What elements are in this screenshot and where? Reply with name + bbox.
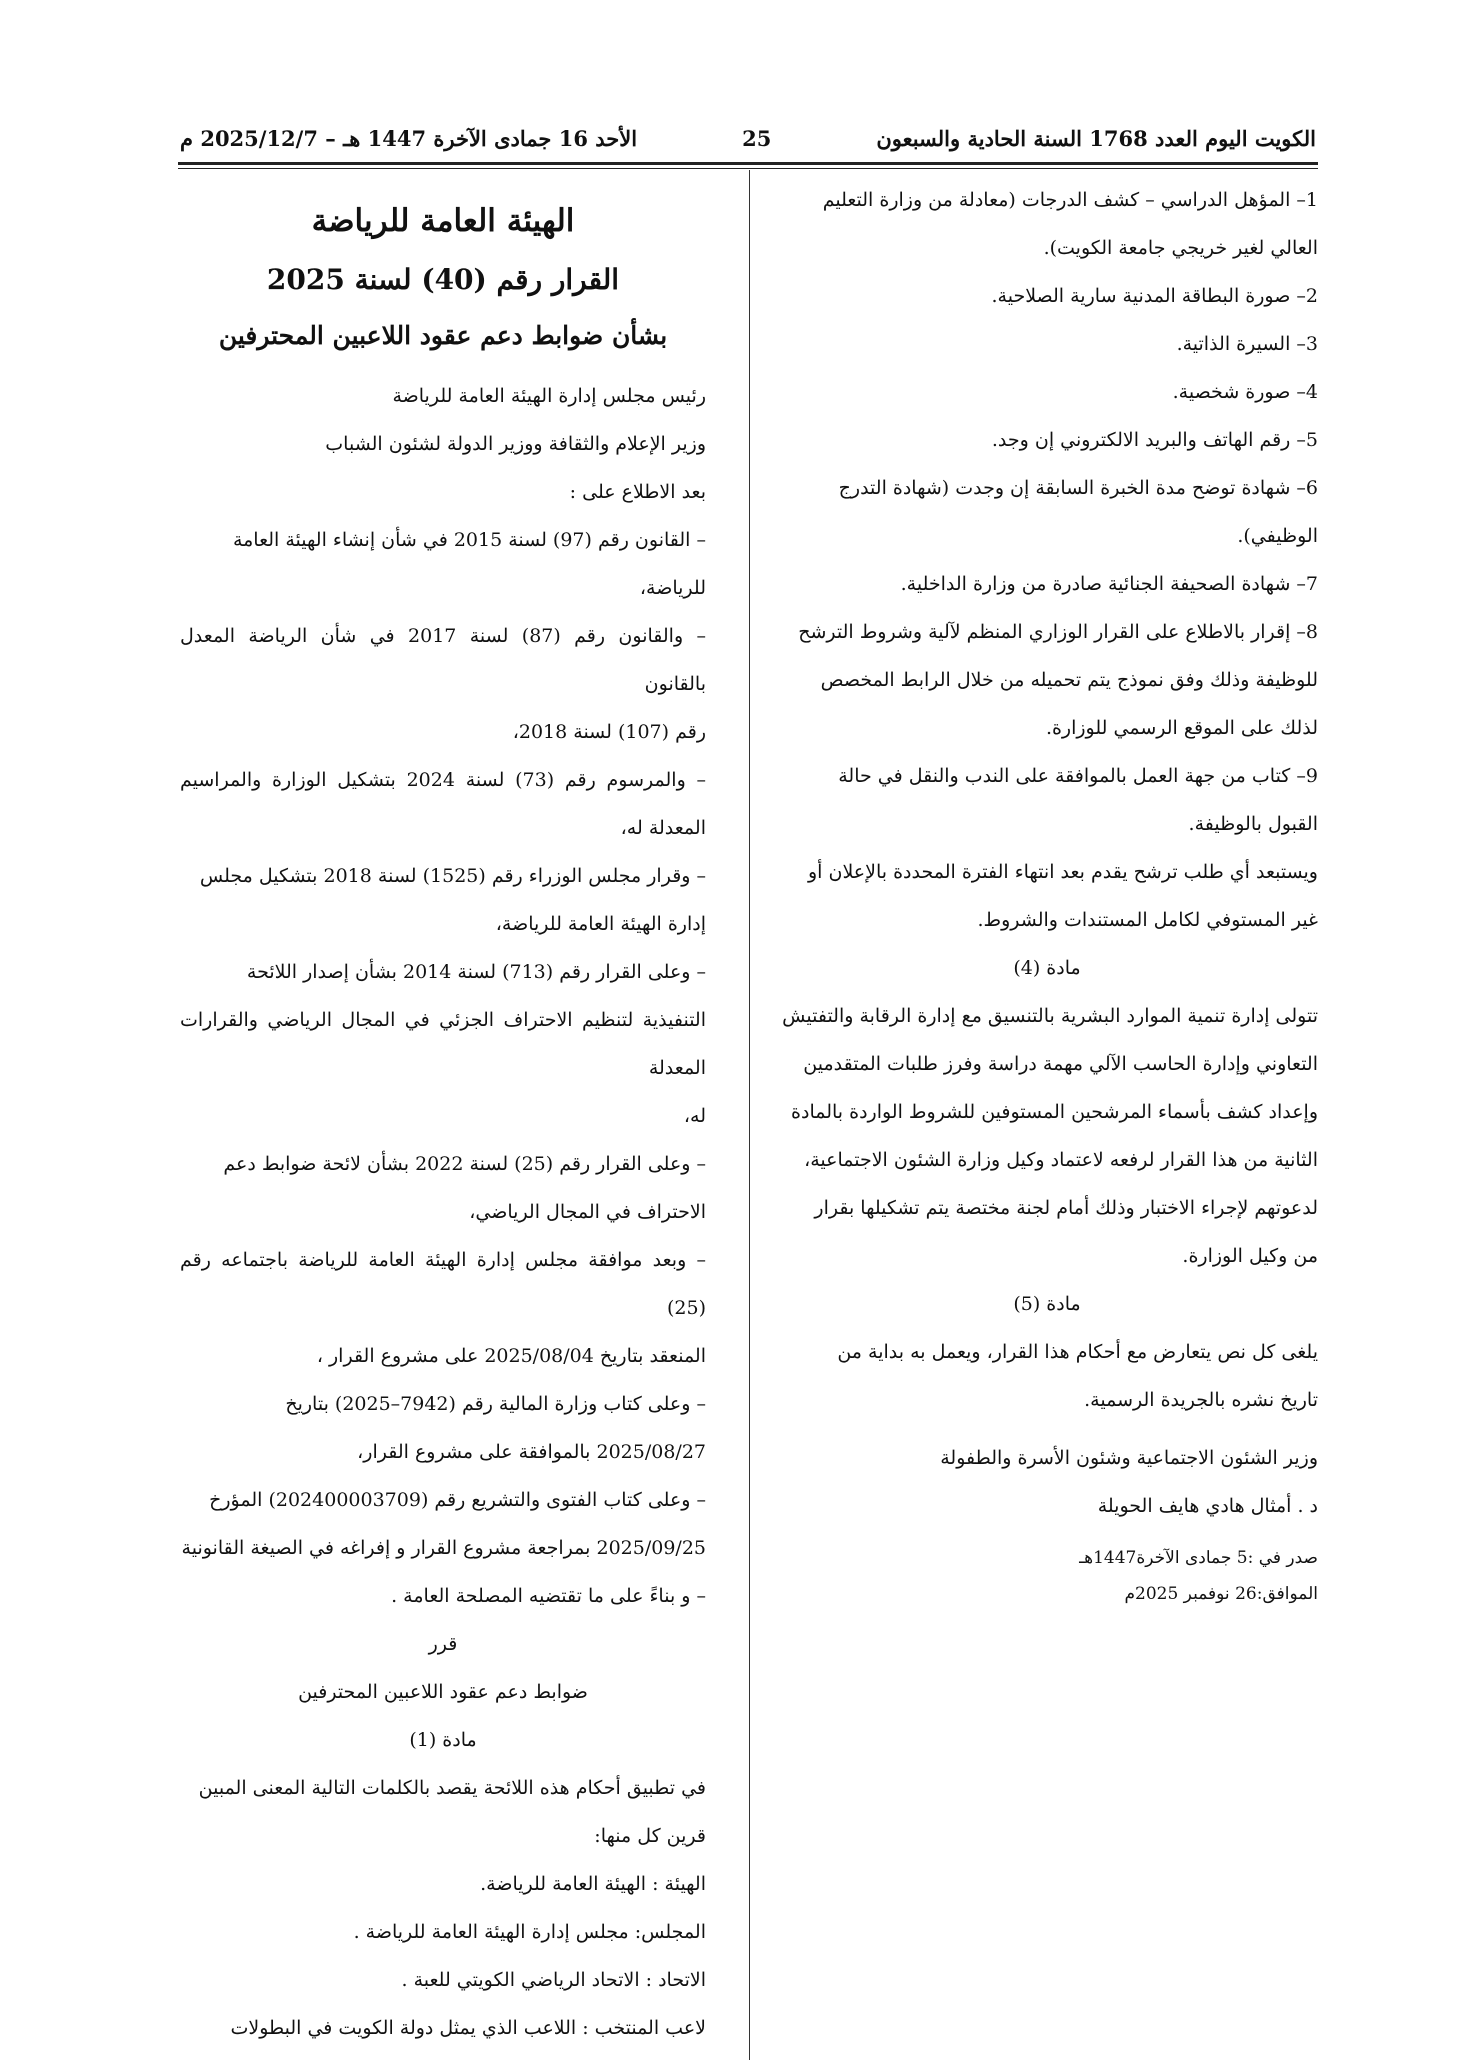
text-line: – وعلى كتاب الفتوى والتشريع رقم (202400003709) المؤرخ	[209, 1489, 706, 1511]
text-line: في تطبيق أحكام هذه اللائحة يقصد بالكلمات التالية المعنى المبين	[198, 1777, 706, 1799]
text-line: الاحتراف في المجال الرياضي،	[469, 1201, 706, 1223]
definition-item: لاعب المنتخب : اللاعب الذي يمثل دولة الكويت في البطولات	[230, 2017, 706, 2039]
list-item: القبول بالوظيفة.	[1188, 813, 1318, 835]
header-rule-thin	[178, 168, 1318, 169]
text-line: تاريخ نشره بالجريدة الرسمية.	[1084, 1389, 1318, 1411]
signatory-title: وزير الشئون الاجتماعية وشئون الأسرة والطفولة	[940, 1447, 1318, 1469]
definition-item: الاتحاد : الاتحاد الرياضي الكويتي للعبة .	[401, 1969, 706, 1991]
decision-number: القرار رقم (40) لسنة 2025	[266, 263, 620, 296]
header-date: الأحد 16 جمادى الآخرة 1447 هـ – 2025/12/7 م	[180, 125, 638, 151]
text-line: التنفيذية لتنظيم الاحتراف الجزئي في المجال الرياضي والقرارات المعدلة	[180, 1009, 706, 1079]
text-line: – وعلى القرار رقم (25) لسنة 2022 بشأن لائحة ضوابط دعم	[223, 1153, 706, 1175]
issue-date-gregorian: الموافق:26 نوفمبر 2025م	[1124, 1584, 1318, 1604]
text-line: غير المستوفي لكامل المستندات والشروط.	[977, 909, 1318, 931]
text-line: وإعداد كشف بأسماء المرشحين المستوفين للشروط الواردة بالمادة	[791, 1101, 1318, 1123]
list-item: 5– رقم الهاتف والبريد الالكتروني إن وجد.	[991, 429, 1318, 451]
text-line: ويستبعد أي طلب ترشح يقدم بعد انتهاء الفترة المحددة بالإعلان أو	[808, 861, 1318, 883]
left-column	[180, 176, 706, 2052]
list-item: 1– المؤهل الدراسي – كشف الدرجات (معادلة من وزارة التعليم	[822, 189, 1318, 211]
authority-title: الهيئة العامة للرياضة	[311, 203, 575, 239]
text-line: يلغى كل نص يتعارض مع أحكام هذا القرار، ويعمل به بداية من	[837, 1341, 1318, 1363]
text-line: – وقرار مجلس الوزراء رقم (1525) لسنة 2018 بتشكيل مجلس	[199, 865, 706, 887]
page-header	[180, 118, 1316, 158]
text-line: قرين كل منها:	[594, 1825, 706, 1847]
right-column	[776, 176, 1318, 1612]
text-line: المنعقد بتاريخ 2025/08/04 على مشروع القرار ،	[316, 1345, 706, 1367]
header-rule	[178, 162, 1318, 165]
list-item: 2– صورة البطاقة المدنية سارية الصلاحية.	[991, 285, 1318, 307]
list-item: 9– كتاب من جهة العمل بالموافقة على الندب والنقل في حالة	[838, 765, 1318, 787]
text-line: له،	[683, 1105, 706, 1127]
regulation-title: ضوابط دعم عقود اللاعبين المحترفين	[298, 1681, 588, 1703]
text-line: – وعلى كتاب وزارة المالية رقم (7942–2025) بتاريخ	[285, 1393, 706, 1415]
article-heading: مادة (5)	[1013, 1293, 1081, 1315]
list-item: الوظيفي).	[1237, 525, 1318, 547]
article-heading: مادة (1)	[409, 1729, 477, 1751]
text-line: وزير الإعلام والثقافة ووزير الدولة لشئون الشباب	[325, 433, 706, 455]
text-line: – و بناءً على ما تقتضيه المصلحة العامة .	[391, 1585, 706, 1607]
list-item: 6– شهادة توضح مدة الخبرة السابقة إن وجدت (شهادة التدرج	[838, 477, 1318, 499]
list-item: 4– صورة شخصية.	[1172, 381, 1318, 403]
text-line: رقم (107) لسنة 2018،	[512, 721, 706, 743]
text-line: للرياضة،	[639, 577, 706, 599]
text-line: لدعوتهم لإجراء الاختبار وذلك أمام لجنة مختصة يتم تشكيلها بقرار	[814, 1197, 1318, 1219]
text-line: تتولى إدارة تنمية الموارد البشرية بالتنسيق مع إدارة الرقابة والتفتيش	[782, 1005, 1318, 1027]
text-line: بعد الاطلاع على :	[569, 481, 706, 503]
text-line: – وعلى القرار رقم (713) لسنة 2014 بشأن إصدار اللائحة	[246, 961, 706, 983]
list-item: 7– شهادة الصحيفة الجنائية صادرة من وزارة الداخلية.	[900, 573, 1318, 595]
decided-heading: قرر	[428, 1633, 458, 1655]
text-line: رئيس مجلس إدارة الهيئة العامة للرياضة	[392, 385, 706, 407]
list-item: 8– إقرار بالاطلاع على القرار الوزاري المنظم لآلية وشروط الترشح	[798, 621, 1318, 643]
list-item: العالي لغير خريجي جامعة الكويت).	[1043, 237, 1318, 259]
text-line: من وكيل الوزارة.	[1182, 1245, 1318, 1267]
text-line: – والمرسوم رقم (73) لسنة 2024 بتشكيل الوزارة والمراسيم المعدلة له،	[180, 769, 706, 839]
decision-subject: بشأن ضوابط دعم عقود اللاعبين المحترفين	[218, 321, 668, 350]
text-line: إدارة الهيئة العامة للرياضة،	[495, 913, 706, 935]
column-divider	[749, 170, 750, 2060]
definition-item: المجلس: مجلس إدارة الهيئة العامة للرياضة .	[353, 1921, 706, 1943]
text-line: – وبعد موافقة مجلس إدارة الهيئة العامة للرياضة باجتماعه رقم (25)	[180, 1249, 706, 1319]
text-line: 2025/08/27 بالموافقة على مشروع القرار،	[357, 1441, 706, 1463]
page-number: 25	[742, 125, 772, 151]
list-item: 3– السيرة الذاتية.	[1176, 333, 1318, 355]
text-line: 2025/09/25 بمراجعة مشروع القرار و إفراغه في الصيغة القانونية	[181, 1537, 706, 1559]
text-line: – القانون رقم (97) لسنة 2015 في شأن إنشاء الهيئة العامة	[232, 529, 706, 551]
definition-item: الهيئة : الهيئة العامة للرياضة.	[480, 1873, 706, 1895]
text-line: – والقانون رقم (87) لسنة 2017 في شأن الرياضة المعدل بالقانون	[180, 625, 706, 695]
article-heading: مادة (4)	[1013, 957, 1081, 979]
issue-date: صدر في :5 جمادى الآخرة1447هـ	[1079, 1548, 1318, 1568]
text-line: التعاوني وإدارة الحاسب الآلي مهمة دراسة وفرز طلبات المتقدمين	[803, 1053, 1318, 1075]
text-line: الثانية من هذا القرار لرفعه لاعتماد وكيل وزارة الشئون الاجتماعية،	[804, 1149, 1318, 1171]
signatory-name: د . أمثال هادي هايف الحويلة	[1097, 1495, 1318, 1517]
list-item: لذلك على الموقع الرسمي للوزارة.	[1045, 717, 1318, 739]
header-publication: الكويت اليوم العدد 1768 السنة الحادية والسبعون	[876, 125, 1316, 151]
list-item: للوظيفة وذلك وفق نموذج يتم تحميله من خلال الرابط المخصص	[820, 669, 1318, 691]
